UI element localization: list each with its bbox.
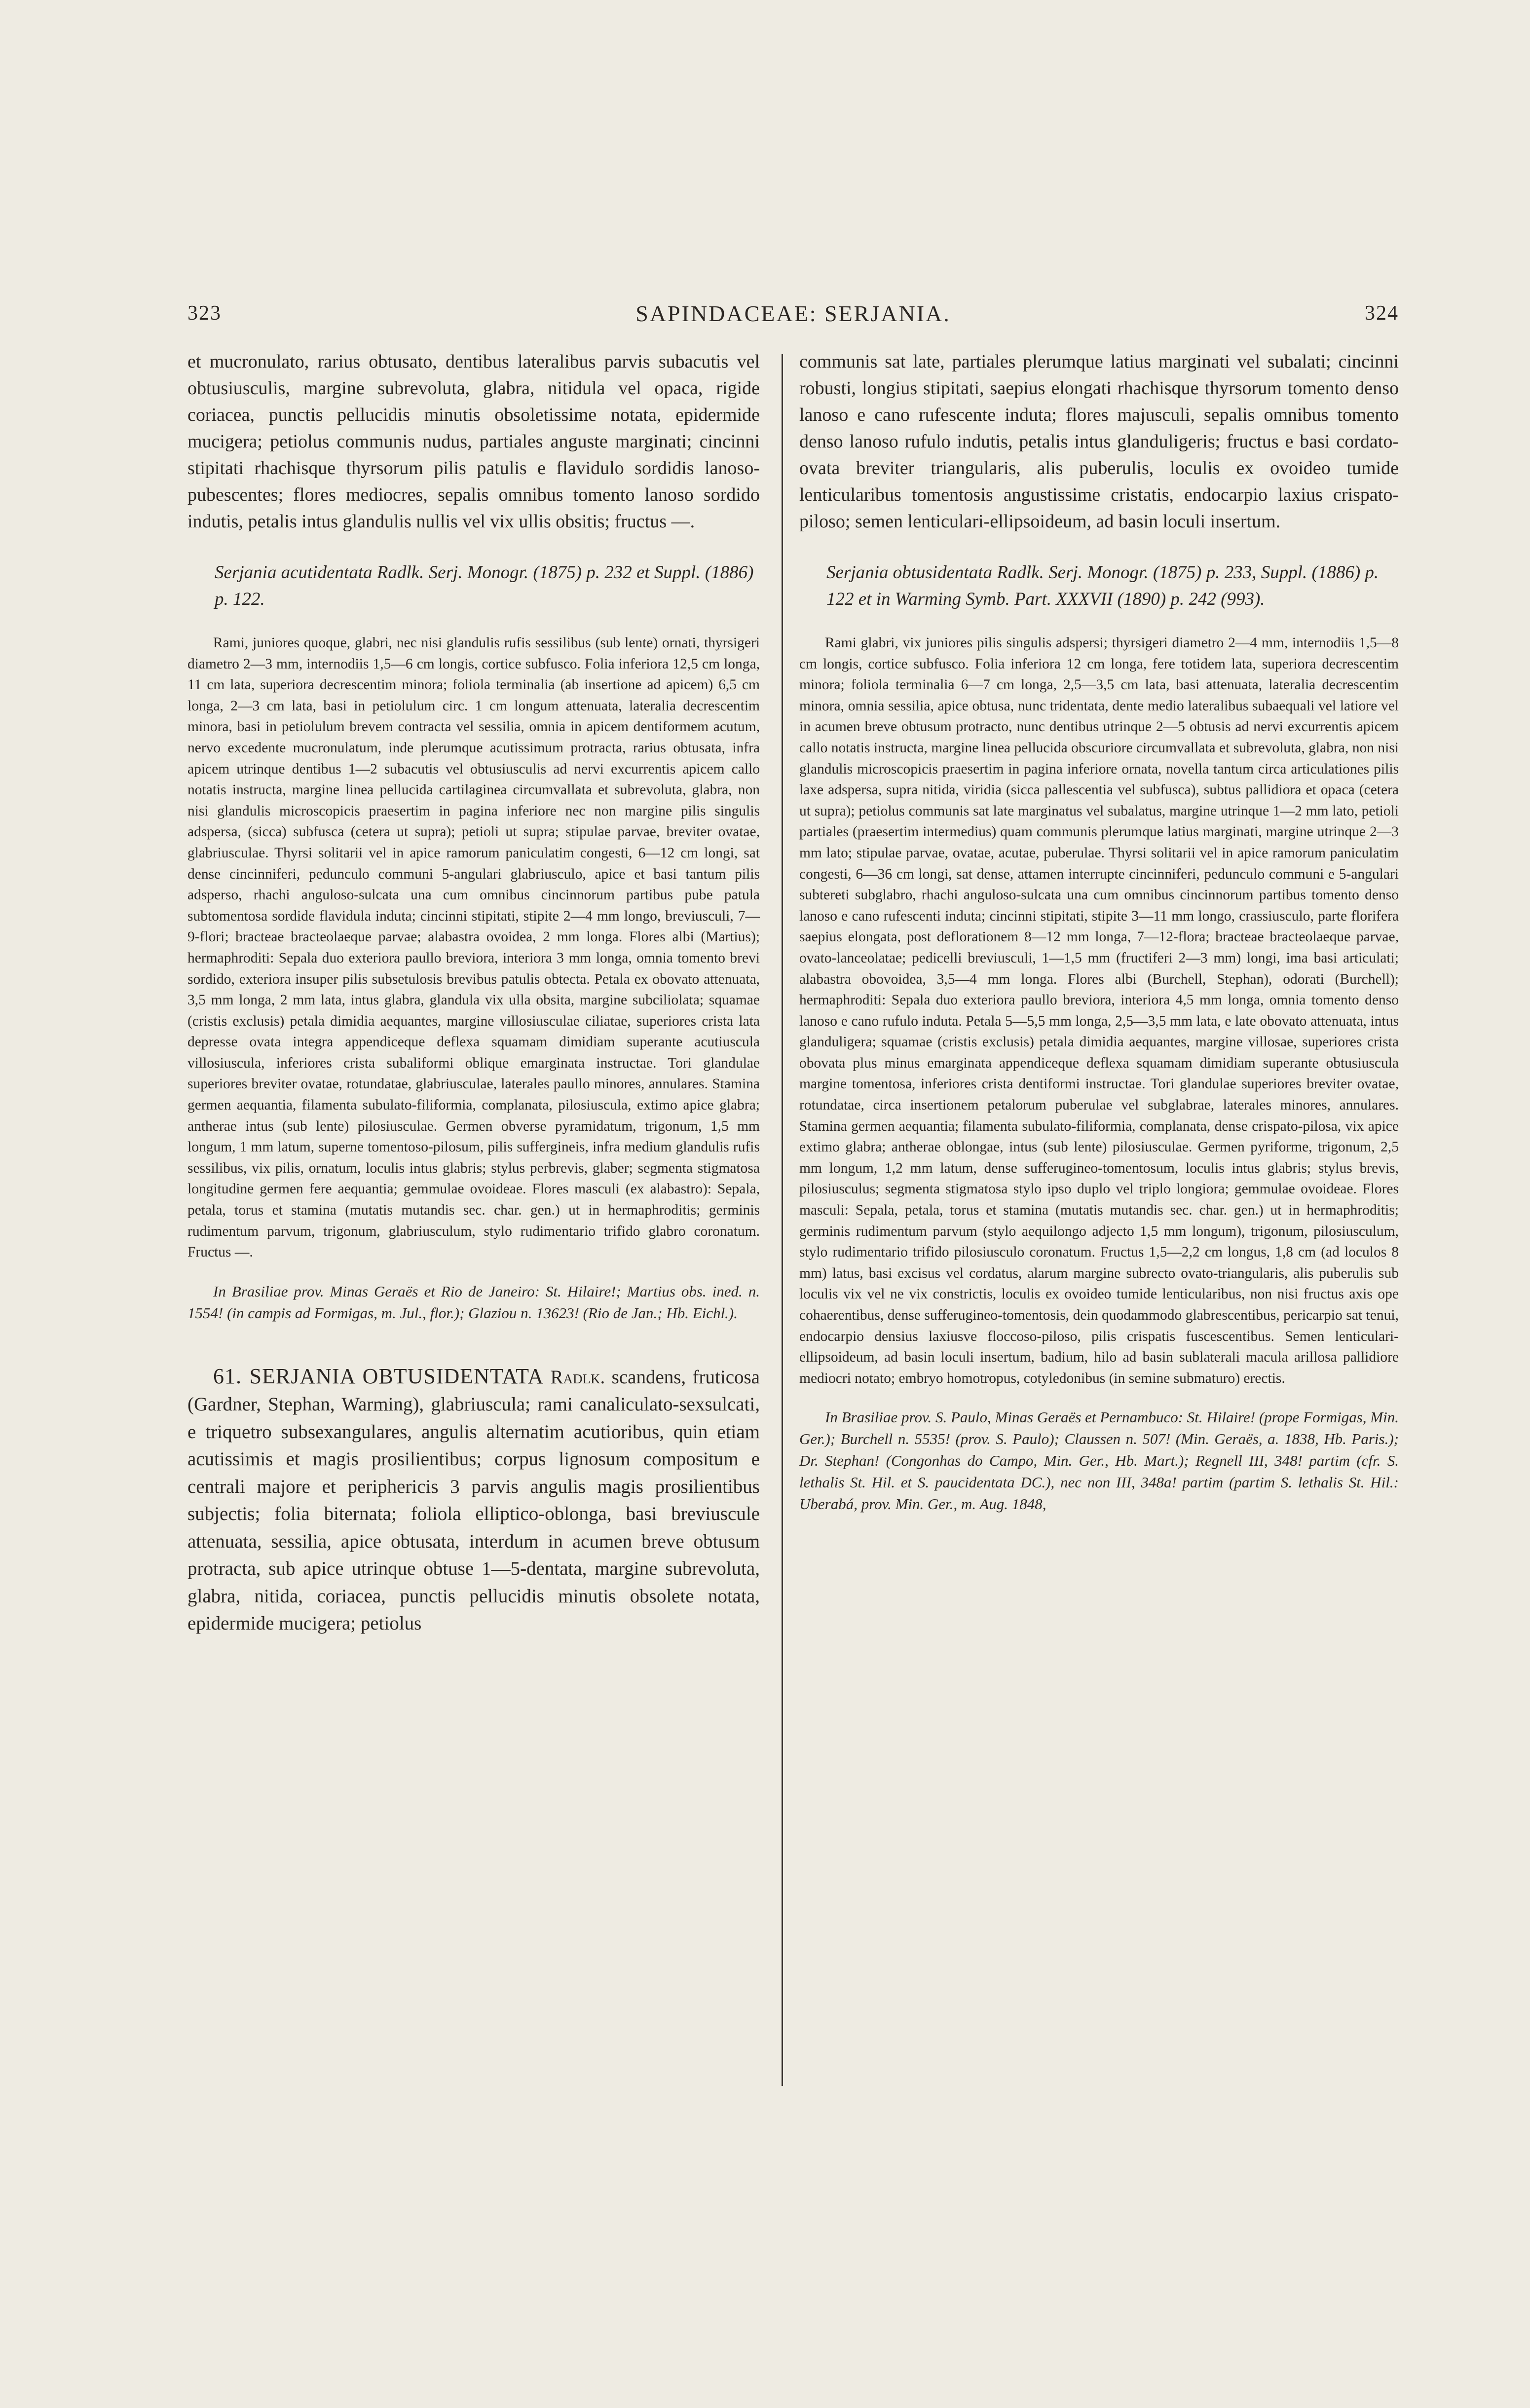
left-intro-text: et mucronulato, rarius obtusato, dentibus lateralibus parvis subacutis vel obtusiusculis, margine subrevoluta, glabra, nitidula vel opaca, rigide coriacea, punctis pellucidis minutis obsoletissime notata, epidermide mucigera; petiolus communis nudus, partiales anguste marginati; cincinni stipitati rhachisque thyrsorum pilis patulis e flavidulo sordidis lanoso-pubescentes; flores mediocres, sepalis omnibus tomento lanoso sordido indutis, petalis intus glandulis nullis vel vix ullis obsitis; fructus —. <box>187 351 760 532</box>
running-title: SAPINDACEAE: SERJANIA. <box>635 300 951 326</box>
left-description: Rami, juniores quoque, glabri, nec nisi glandulis rufis sessilibus (sub lente) ornati, thyrsigeri diametro 2—3 mm, internodiis 1,5—6 cm longis, cortice subfusco. Folia inferiora 12,5 cm longa, 11 cm lata, superiora decrescentim minora; foliola terminalia (ab insertione ad apicem) 6,5 cm longa, 2—3 cm lata, basi in petiolulum circ. 1 cm longum attenuata, lateralia decrescentim minora, basi in petiolulum brevem contracta vel sessilia, omnia in apicem dentiformem acutum, nervo excedente mucronulatum, inde plerumque acutissimum protracta, rarius obtusata, infra apicem utrinque dentibus 1—2 subacutis vel obtusiusculis ad nervi excurrentis apicem callo notatis instructa, margine linea pellucida cartilaginea circumvallata et subrevoluta, glabra, non nisi glandulis microscopicis praesertim in pagina inferiore nec non margine pilis singulis adspersa, (sicca) subfusca (cetera ut supra); petioli ut supra; stipulae parvae, breviter ovatae, glabriusculae. Thyrsi solitarii vel in apice ramorum paniculatim congesti, 6—12 cm longi, sat dense cincinniferi, pedunculo communi 5-angulari glabriusculo, apice et basi tantum pilis adsperso, rhachi anguloso-sulcata una cum omnibus cincinnorum partibus pube patula subtomentosa sordide flavidula induta; cincinni stipitati, stipite 2—4 mm longo, breviusculi, 7—9-flori; bracteae bracteolaeque parvae; alabastra ovoidea, 2 mm longa. Flores albi (Martius); hermaphroditi: Sepala duo exteriora paullo breviora, interiora 3 mm longa, omnia tomento brevi sordido, exteriora insuper pilis subsetulosis brevibus patulis obtecta. Petala ex obovato attenuata, 3,5 mm longa, 2 mm lata, intus glabra, glandula vix ulla obsita, margine subciliolata; squamae (cristis exclusis) petala dimidia aequantes, margine villosiusculae ciliatae, superiores crista lata depresse ovata integra appendiceque deflexa squamam dimidiam superante acutiuscula villosiuscula, inferiores crista subaliformi oblique emarginata instructae. Tori glandulae superiores breviter ovatae, rotundatae, glabriusculae, laterales paullo minores, annulares. Stamina germen aequantia, filamenta subulato-filiformia, complanata, pilosiuscula, extimo apice glabra; antherae intus (sub lente) pilosiusculae. Germen obverse pyramidatum, trigonum, 1,5 mm longum, 1 mm latum, superne tomentoso-pilosum, pilis suffergineis, infra medium glandulis rufis sessilibus, vix pilis, ornatum, loculis intus glabris; stylus perbrevis, glaber; segmenta stigmatosa longitudine germen fere aequantia; gemmulae ovoideae. Flores masculi (ex alabastro): Sepala, petala, torus et stamina (mutatis mutandis sec. char. gen.) ut in hermaphroditis; germinis rudimentum parvum, trigonum, glabriusculum, stylo rudimentario trifido glabro coronatum. Fructus —. <box>187 635 760 1260</box>
left-page-number: 323 <box>187 302 222 325</box>
species-text: scandens, fruticosa (Gardner, Stephan, Warming), glabriuscula; rami canaliculato-sexsulcati, e triquetro subsexangulares, angulis alternatim acutioribus, quin etiam acutissimis et magis prosilientibus; corpus lignosum compositum e centrali majore et periphericis 3 parvis angulis magis prosilientibus subjectis; folia biternata; foliola elliptico-oblonga, basi breviuscule attenuata, sessilia, apice obtusata, interdum in acumen breve obtusum protracta, sub apice utrinque obtuse 1—5-dentata, margine subrevoluta, glabra, nitida, coriacea, punctis pellucidis minutis obsolete notata, epidermide mucigera; petiolus <box>187 1366 760 1634</box>
species-author: Radlk. <box>550 1366 612 1388</box>
species-heading: 61. SERJANIA OBTUSIDENTATA <box>213 1364 551 1388</box>
right-distribution: In Brasiliae prov. S. Paulo, Minas Geraës et Pernambuco: St. Hilaire! (prope Formigas, Min. Ger.); Burchell n. 5535! (prov. S. Paulo); Claussen n. 507! (Min. Geraës, a. 1838, Hb. Paris.); Dr. Stephan! (Congonhas do Campo, Min. Ger., Hb. Mart.); Regnell III, 348! partim (cfr. S. lethalis St. Hil. et S. paucidentata DC.), nec non III, 348a! partim (partim S. lethalis St. Hil.: Uberabá, prov. Min. Ger., m. Aug. 1848, <box>799 1408 1399 1513</box>
left-distribution: In Brasiliae prov. Minas Geraës et Rio de Janeiro: St. Hilaire!; Martius obs. ined. n. 1554! (in campis ad Formigas, m. Jul., flor.); Glaziou n. 13623! (Rio de Jan.; Hb. Eichl.). <box>187 1282 760 1322</box>
right-description: Rami glabri, vix juniores pilis singulis adspersi; thyrsigeri diametro 2—4 mm, internodiis 1,5—8 cm longis, cortice subfusco. Folia inferiora 12 cm longa, fere totidem lata, superiora decrescentim minora; foliola terminalia 6—7 cm longa, 2,5—3,5 cm lata, basi attenuata, lateralia decrescentim minora, omnia sessilia, apice obtusa, nunc tridentata, dente medio lateralibus subaequali vel latiore vel in acumen breve obtusum protracto, nunc dentibus utrinque 2—5 obtusis ad nervi excurrentis apicem callo notatis instructa, margine linea pellucida obscuriore circumvallata et subrevoluta, glabra, non nisi glandulis microscopicis praesertim in pagina inferiore ornata, novella tantum circa articulationes pilis laxe adspersa, supra nitida, viridia (sicca pallescentia vel subfusca), subtus pallidiora et opaca (cetera ut supra); petiolus communis sat late marginatus vel subalatus, margine utrinque 1—2 mm lato, petioli partiales (praesertim intermedius) quam communis plerumque latius marginati, margine utrinque 2—3 mm lato; stipulae parvae, ovatae, acutae, puberulae. Thyrsi solitarii vel in apice ramorum paniculatim congesti, 6—36 cm longi, sat dense, attamen interrupte cincinniferi, pedunculo communi e 5-angulari subtereti subglabro, rhachi anguloso-sulcata una cum omnibus cincinnorum partibus tomento denso lanoso e cano rufescenti induta; cincinni stipitati, stipite 3—11 mm longo, crassiusculo, parte florifera saepius elongata, post deflorationem 8—12 mm longa, 7—12-flora; bracteae bracteolaeque parvae, ovato-lanceolatae; pedicelli breviusculi, 1—1,5 mm (fructiferi 2—3 mm) longi, ima basi articulati; alabastra obovoidea, 3,5—4 mm longa. Flores albi (Burchell, Stephan), odorati (Burchell); hermaphroditi: Sepala duo exteriora paullo breviora, interiora 4,5 mm longa, omnia tomento denso lanoso e cano rufulo induta. Petala 5—5,5 mm longa, 2,5—3,5 mm lata, e late obovato attenuata, intus glanduligera; squamae (cristis exclusis) petala dimidia aequantes, margine villosae, superiores crista obovata plus minus emarginata appendiceque deflexa squamam dimidiam superante obtusiuscula margine tomentosa, inferiores crista dentiformi instructae. Tori glandulae superiores breviter ovatae, rotundatae, circa insertionem petalorum puberulae vel subglabrae, laterales minores, annulares. Stamina germen aequantia; filamenta subulato-filiformia, complanata, dense crispato-pilosa, vix apice extimo glabra; antherae oblongae, intus (sub lente) pilosiusculae. Germen pyriforme, trigonum, 2,5 mm longum, 1,2 mm latum, dense sufferugineo-tomentosum, loculis intus glabris; stylus brevis, pilosiusculus; segmenta stigmatosa stylo ipso duplo vel triplo longiora; gemmulae ovoideae. Flores masculi: Sepala, petala, torus et stamina (mutatis mutandis sec. char. gen.) ut in hermaphroditis; germinis rudimentum parvum (stylo aequilongo adjecto 1,5 mm longum), trigonum, pilosiusculum, stylo rudimentario trifido pilosiusculo coronatum. Fructus 1,5—2,2 cm longus, 1,8 cm (ad loculos 8 mm) latus, basi excisus vel cordatus, alarum margine subrecto ovato-triangularis, alis puberulis sub loculis vix vel ne vix constrictis, loculis ex ovoideo tumide lenticularibus, non nisi fructus axis ope cohaerentibus, dense sufferugineo-tomentosis, dein quodammodo glabrescentibus, pericarpio sat tenui, endocarpio densius laxiusve floccoso-piloso, pilis crispatis fuscescentibus. Semen lenticulari-ellipsoideum, ad basin loculi insertum, badium, hilo ad basin sublaterali macula arillosa pallidiore mediocri notato; embryo homotropus, cotyledonibus (in semine submaturo) erectis. <box>799 635 1399 1386</box>
right-page-number: 324 <box>1364 302 1399 325</box>
page-header <box>187 296 1399 331</box>
left-citation: Serjania acutidentata Radlk. Serj. Monogr. (1875) p. 232 et Suppl. (1886) p. 122. <box>215 562 754 609</box>
species-entry <box>187 1363 760 1637</box>
right-intro-text: communis sat late, partiales plerumque latius marginati vel subalati; cincinni robusti, longius stipitati, saepius elongati rhachisque thyrsorum tomento denso lanoso e cano rufescente induta; flores majusculi, sepalis omnibus tomento denso lanoso rufulo indutis, petalis intus glanduligeris; fructus e basi cordato-ovata breviter triangularis, alis puberulis, loculis ex ovoideo tumide lenticularibus tomentosis angustissime cristatis, endocarpio laxius crispato-piloso; semen lenticulari-ellipsoideum, ad basin loculi insertum. <box>799 351 1399 532</box>
right-citation: Serjania obtusidentata Radlk. Serj. Monogr. (1875) p. 233, Suppl. (1886) p. 122 et in Warming Symb. Part. XXXVII (1890) p. 242 (993). <box>826 562 1379 609</box>
column-divider <box>782 354 783 2086</box>
left-column <box>187 348 760 1637</box>
right-column <box>799 348 1399 1515</box>
